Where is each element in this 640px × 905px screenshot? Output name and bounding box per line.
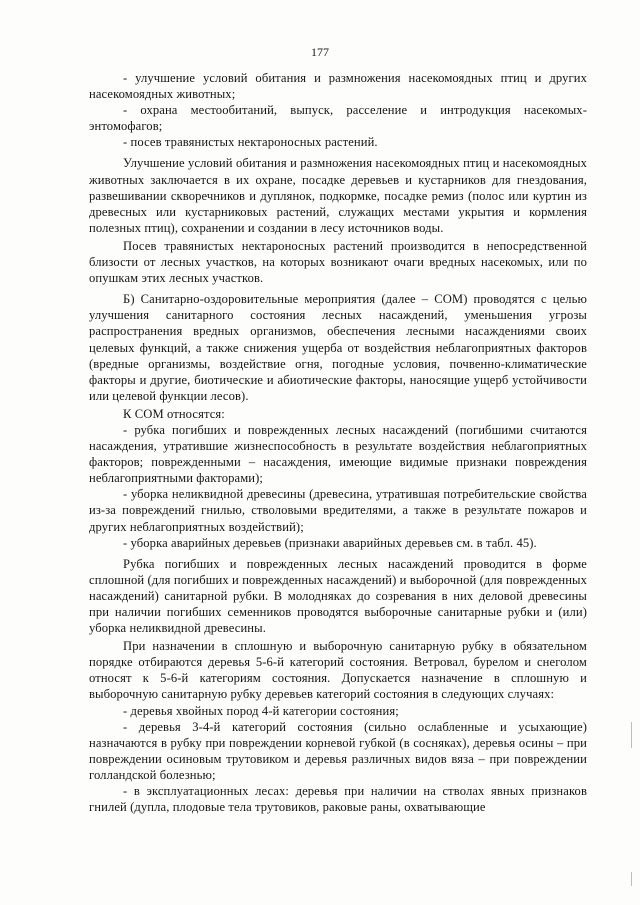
list-item: - улучшение условий обитания и размножения насекомоядных птиц и других насекомоядных животных; [89,71,587,102]
scan-edge-mark [631,722,632,748]
paragraph: Рубка погибших и поврежденных лесных насаждений проводится в форме сплошной (для погибших и поврежденных насаждений) и выборочной (для поврежденных насаждений) санитарной рубки. В молодняках до созревания в них деловой древесины при наличии погибших семенников проводятся выборочные санитарные рубки и (или) уборка неликвидной древесины. [89,556,587,636]
list-item: - уборка аварийных деревьев (признаки аварийных деревьев см. в табл. 45). [123,535,537,550]
paragraph: Улучшение условий обитания и размножения насекомоядных птиц и насекомоядных животных заключается в их охране, посадке деревьев и кустарников для гнездования, развешивании скворечников и дуплянок, подкормке, посадке ремиз (полос или куртин из древесных или кустарниковых растений, служащих местами укрытия и кормления полезных птиц), сохранении и создании в лесу источников воды. [89,156,587,235]
list-item: - деревья 3-4-й категорий состояния (сильно ослабленные и усыхающие) назначаются в рубку при повреждении корневой губкой (в сосняках), деревья осины – при повреждении осиновым трутовиком и деревья различных видов вяза – при повреждении голландской болезнью; [89,719,587,782]
scan-edge-mark [631,872,632,886]
list-item: - деревья хвойных пород 4-й категории состояния; [123,703,399,718]
paragraph: При назначении в сплошную и выборочную санитарную рубку в обязательном порядке отбираются деревья 5-6-й категорий состояния. Ветровал, бурелом и снеголом относят к 5-6-й категориям состояния. Допускается назначение в сплошную и выборочную санитарную рубку деревьев категорий состояния в следующих случаях: [89,639,587,702]
paragraph: Б) Санитарно-оздоровительные мероприятия (далее – СОМ) проводятся с целью улучшения санитарного состояния лесных насаждений, уменьшения угрозы распространения вредных организмов, обеспечения лесными насаждениями своих целевых функций, а также снижения ущерба от воздействия неблагоприятных факторов (вредные организмы, воздействие огня, погодные условия, почвенно-климатические факторы и другие, биотические и абиотические факторы, наносящие ущерб устойчивости или целевой функции лесов). [89,292,587,403]
list-item: - уборка неликвидной древесины (древесина, утратившая потребительские свойства из-за повреждений гнилью, стволовыми вредителями, а также в результате пожаров и других неблагоприятных воздействий); [89,487,587,534]
list-item: - рубка погибших и поврежденных лесных насаждений (погибшими считаются насаждения, утратившие жизнеспособность в результате воздействия неблагоприятных факторов; поврежденными – насаждения, имеющие видимые признаки повреждения неблагоприятными факторами); [89,422,587,486]
page-number: 177 [311,45,329,59]
paragraph: К СОМ относятся: [123,406,225,421]
list-item: - в эксплуатационных лесах: деревья при наличии на стволах явных признаков гнилей (дупла, плодовые тела трутовиков, раковые раны, охватывающие [89,784,587,815]
list-item: - посев травянистых нектароносных растений. [123,135,378,150]
document-body [89,70,587,815]
paragraph: Посев травянистых нектароносных растений производится в непосредственной близости от лесных участков, на которых возникают очаги вредных насекомых, или по опушкам этих лесных участков. [89,238,587,286]
list-item: - охрана местообитаний, выпуск, расселение и интродукция насекомых-энтомофагов; [89,103,587,134]
